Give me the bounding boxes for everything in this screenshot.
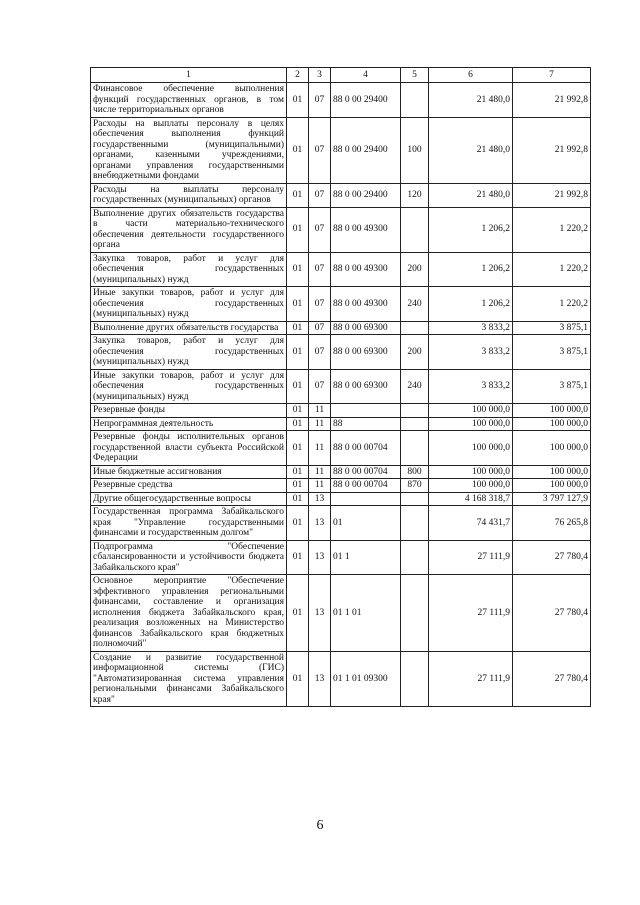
header-cell: 5 (401, 68, 429, 83)
target-article-code: 88 0 00 49300 (331, 207, 401, 252)
budget-table (90, 67, 591, 707)
item-name: Другие общегосударственные вопросы (91, 492, 287, 506)
subsection-code: 13 (309, 506, 331, 541)
table-body (91, 83, 591, 707)
target-article-code: 01 1 (331, 540, 401, 575)
section-code: 01 (287, 651, 309, 707)
section-code: 01 (287, 417, 309, 431)
section-code: 01 (287, 287, 309, 322)
item-name: Непрограммная деятельность (91, 417, 287, 431)
amount-year-1: 100 000,0 (429, 431, 513, 466)
amount-year-2: 27 780,4 (513, 651, 591, 707)
subsection-code: 07 (309, 287, 331, 322)
section-code: 01 (287, 321, 309, 335)
section-code: 01 (287, 431, 309, 466)
expense-type-code (401, 207, 429, 252)
amount-year-2: 27 780,4 (513, 575, 591, 652)
subsection-code: 13 (309, 575, 331, 652)
section-code: 01 (287, 492, 309, 506)
amount-year-2: 3 875,1 (513, 321, 591, 335)
item-name: Резервные средства (91, 479, 287, 493)
table-row (91, 183, 591, 207)
section-code: 01 (287, 335, 309, 370)
expense-type-code (401, 321, 429, 335)
amount-year-1: 27 111,9 (429, 540, 513, 575)
amount-year-2: 3 797 127,9 (513, 492, 591, 506)
amount-year-2: 100 000,0 (513, 465, 591, 479)
header-cell: 6 (429, 68, 513, 83)
header-cell: 2 (287, 68, 309, 83)
expense-type-code (401, 83, 429, 118)
section-code: 01 (287, 83, 309, 118)
amount-year-2: 100 000,0 (513, 404, 591, 418)
header-cell: 7 (513, 68, 591, 83)
amount-year-1: 21 480,0 (429, 117, 513, 183)
table-row (91, 651, 591, 707)
table-row (91, 321, 591, 335)
target-article-code: 01 (331, 506, 401, 541)
table-row (91, 287, 591, 322)
item-name: Подпрограмма "Обеспечение сбалансированности и устойчивости бюджета Забайкальского края" (91, 540, 287, 575)
header-row (91, 68, 591, 83)
item-name: Расходы на выплаты персоналу государственных (муниципальных) органов (91, 183, 287, 207)
page-number: 6 (316, 818, 324, 833)
section-code: 01 (287, 506, 309, 541)
expense-type-code: 800 (401, 465, 429, 479)
item-name: Иные закупки товаров, работ и услуг для обеспечения государственных (муниципальных) нужд (91, 287, 287, 322)
table-row (91, 431, 591, 466)
amount-year-1: 4 168 318,7 (429, 492, 513, 506)
item-name: Выполнение других обязательств государства (91, 321, 287, 335)
target-article-code: 88 0 00 29400 (331, 117, 401, 183)
target-article-code: 88 0 00 49300 (331, 252, 401, 287)
target-article-code: 88 0 00 00704 (331, 479, 401, 493)
amount-year-2: 3 875,1 (513, 335, 591, 370)
item-name: Иные бюджетные ассигнования (91, 465, 287, 479)
section-code: 01 (287, 207, 309, 252)
item-name: Резервные фонды (91, 404, 287, 418)
target-article-code: 88 0 00 49300 (331, 287, 401, 322)
item-name: Финансовое обеспечение выполнения функций государственных органов, в том числе территориальных органов (91, 83, 287, 118)
amount-year-1: 1 206,2 (429, 207, 513, 252)
amount-year-2: 1 220,2 (513, 207, 591, 252)
item-name: Закупка товаров, работ и услуг для обеспечения государственных (муниципальных) нужд (91, 252, 287, 287)
table-row (91, 575, 591, 652)
amount-year-2: 1 220,2 (513, 252, 591, 287)
section-code: 01 (287, 540, 309, 575)
subsection-code: 07 (309, 207, 331, 252)
target-article-code: 01 1 01 09300 (331, 651, 401, 707)
subsection-code: 07 (309, 117, 331, 183)
table-row (91, 417, 591, 431)
amount-year-1: 3 833,2 (429, 369, 513, 404)
section-code: 01 (287, 183, 309, 207)
table-row (91, 404, 591, 418)
subsection-code: 11 (309, 417, 331, 431)
target-article-code: 88 0 00 69300 (331, 369, 401, 404)
section-code: 01 (287, 117, 309, 183)
expense-type-code (401, 404, 429, 418)
item-name: Выполнение других обязательств государства в части материально-технического обеспечения деятельности государственного органа (91, 207, 287, 252)
amount-year-2: 100 000,0 (513, 417, 591, 431)
item-name: Государственная программа Забайкальского края "Управление государственными финансами и государственным долгом" (91, 506, 287, 541)
target-article-code: 88 0 00 00704 (331, 431, 401, 466)
target-article-code (331, 404, 401, 418)
table-row (91, 540, 591, 575)
amount-year-2: 3 875,1 (513, 369, 591, 404)
subsection-code: 07 (309, 321, 331, 335)
expense-type-code: 200 (401, 252, 429, 287)
item-name: Основное мероприятие "Обеспечение эффективного управления региональными финансами, составление и организация исполнения бюджета Забайкальского края, реализация возложенных на Министерство финансов Забайкальского края бюджетных полномочий" (91, 575, 287, 652)
target-article-code: 88 (331, 417, 401, 431)
target-article-code: 88 0 00 69300 (331, 335, 401, 370)
amount-year-1: 100 000,0 (429, 417, 513, 431)
subsection-code: 13 (309, 651, 331, 707)
subsection-code: 11 (309, 465, 331, 479)
subsection-code: 11 (309, 479, 331, 493)
section-code: 01 (287, 252, 309, 287)
expense-type-code: 100 (401, 117, 429, 183)
amount-year-1: 100 000,0 (429, 404, 513, 418)
target-article-code: 88 0 00 29400 (331, 183, 401, 207)
target-article-code: 88 0 00 29400 (331, 83, 401, 118)
target-article-code: 01 1 01 (331, 575, 401, 652)
subsection-code: 07 (309, 369, 331, 404)
table-row (91, 335, 591, 370)
expense-type-code: 200 (401, 335, 429, 370)
table-row (91, 207, 591, 252)
amount-year-2: 21 992,8 (513, 83, 591, 118)
amount-year-2: 1 220,2 (513, 287, 591, 322)
table-row (91, 492, 591, 506)
subsection-code: 13 (309, 540, 331, 575)
amount-year-1: 74 431,7 (429, 506, 513, 541)
amount-year-1: 100 000,0 (429, 479, 513, 493)
amount-year-1: 100 000,0 (429, 465, 513, 479)
subsection-code: 07 (309, 335, 331, 370)
expense-type-code (401, 651, 429, 707)
expense-type-code (401, 506, 429, 541)
expense-type-code (401, 540, 429, 575)
header-cell: 3 (309, 68, 331, 83)
section-code: 01 (287, 465, 309, 479)
item-name: Резервные фонды исполнительных органов государственной власти субъекта Российской Федерации (91, 431, 287, 466)
table-row (91, 117, 591, 183)
section-code: 01 (287, 479, 309, 493)
item-name: Создание и развитие государственной информационной системы (ГИС) "Автоматизированная система управления региональными финансами Забайкальского края" (91, 651, 287, 707)
expense-type-code: 870 (401, 479, 429, 493)
amount-year-2: 21 992,8 (513, 117, 591, 183)
subsection-code: 07 (309, 183, 331, 207)
expense-type-code: 120 (401, 183, 429, 207)
amount-year-2: 100 000,0 (513, 479, 591, 493)
subsection-code: 11 (309, 431, 331, 466)
table-row (91, 252, 591, 287)
expense-type-code (401, 492, 429, 506)
amount-year-1: 1 206,2 (429, 252, 513, 287)
amount-year-1: 21 480,0 (429, 83, 513, 118)
table-row (91, 465, 591, 479)
expense-type-code (401, 575, 429, 652)
section-code: 01 (287, 404, 309, 418)
table-row (91, 369, 591, 404)
target-article-code: 88 0 00 69300 (331, 321, 401, 335)
item-name: Расходы на выплаты персоналу в целях обеспечения выполнения функций государственными (муниципальными) органами, казенными учреждениями, органами управления государственными внебюджетными фондами (91, 117, 287, 183)
subsection-code: 07 (309, 83, 331, 118)
expense-type-code (401, 417, 429, 431)
section-code: 01 (287, 369, 309, 404)
expense-type-code (401, 431, 429, 466)
subsection-code: 13 (309, 492, 331, 506)
amount-year-1: 3 833,2 (429, 335, 513, 370)
section-code: 01 (287, 575, 309, 652)
table-row (91, 479, 591, 493)
expense-type-code: 240 (401, 287, 429, 322)
target-article-code: 88 0 00 00704 (331, 465, 401, 479)
expense-type-code: 240 (401, 369, 429, 404)
table-row (91, 506, 591, 541)
amount-year-2: 21 992,8 (513, 183, 591, 207)
header-cell: 4 (331, 68, 401, 83)
amount-year-1: 21 480,0 (429, 183, 513, 207)
item-name: Закупка товаров, работ и услуг для обеспечения государственных (муниципальных) нужд (91, 335, 287, 370)
subsection-code: 11 (309, 404, 331, 418)
amount-year-1: 27 111,9 (429, 575, 513, 652)
table-row (91, 83, 591, 118)
amount-year-2: 100 000,0 (513, 431, 591, 466)
target-article-code (331, 492, 401, 506)
item-name: Иные закупки товаров, работ и услуг для обеспечения государственных (муниципальных) нужд (91, 369, 287, 404)
header-cell: 1 (91, 68, 287, 83)
amount-year-1: 3 833,2 (429, 321, 513, 335)
amount-year-1: 27 111,9 (429, 651, 513, 707)
subsection-code: 07 (309, 252, 331, 287)
amount-year-1: 1 206,2 (429, 287, 513, 322)
amount-year-2: 76 265,8 (513, 506, 591, 541)
amount-year-2: 27 780,4 (513, 540, 591, 575)
